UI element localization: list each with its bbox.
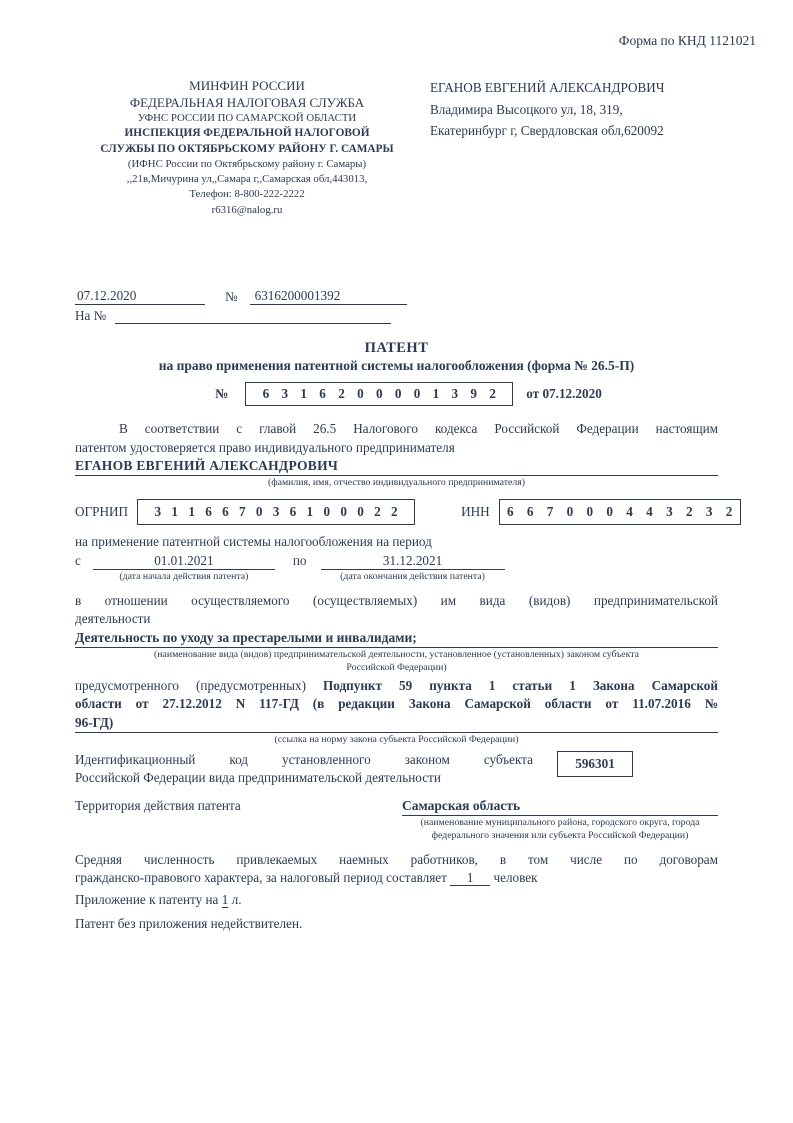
territory-label: Территория действия патента <box>75 797 241 813</box>
law-reference-line: 96-ГД) <box>75 714 718 734</box>
date-from-value: 01.01.2021 <box>93 553 275 570</box>
law-reference-line: области от 27.12.2012 N 117-ГД (в редакции Закона Самарской области от 11.07.2016 № <box>75 696 718 712</box>
workers-line-suffix: человек <box>493 870 538 886</box>
validity-period-row <box>75 553 718 584</box>
activity-intro-line: в отношении осуществляемого (осуществляемых) им вида (видов) предпринимательской <box>75 592 718 608</box>
recipient-block <box>430 77 664 218</box>
date-from-field <box>93 553 275 584</box>
issuer-line: ИНСПЕКЦИЯ ФЕДЕРАЛЬНОЙ НАЛОГОВОЙ <box>124 127 370 140</box>
activity-code-line: Идентификационный код установленного законом субъекта <box>75 751 533 767</box>
activity-caption-line: Российской Федерации) <box>346 662 447 674</box>
date-to-value: 31.12.2021 <box>321 553 505 570</box>
law-prefix: предусмотренного (предусмотренных) <box>75 677 306 693</box>
to-label: по <box>292 553 307 569</box>
activity-code-row <box>75 751 718 788</box>
activity-code-line: Российской Федерации вида предпринимательской деятельности <box>75 770 441 786</box>
reply-to-blank-line <box>115 308 391 324</box>
period-intro: на применение патентной системы налогообложения на период <box>75 533 432 549</box>
law-reference-bold: Подпункт 59 пункта 1 статьи 1 Закона Самарской <box>323 677 718 693</box>
reference-row <box>75 288 718 305</box>
recipient-address-line: Екатеринбург г, Свердловская обл,620092 <box>430 123 664 138</box>
law-reference-line <box>75 677 718 696</box>
workers-paragraph-line <box>75 869 718 888</box>
issuer-line: ФЕДЕРАЛЬНАЯ НАЛОГОВАЯ СЛУЖБА <box>129 95 365 110</box>
activity-code-box: 596301 <box>557 751 633 777</box>
ogrnip-label: ОГРНИП <box>75 503 129 519</box>
attachment-line <box>75 891 718 910</box>
issuer-block <box>75 77 419 218</box>
date-to-field <box>321 553 505 584</box>
issuer-line: МИНФИН РОССИИ <box>189 78 305 93</box>
from-label: с <box>75 553 81 569</box>
activity-code-text <box>75 751 533 788</box>
reply-to-row <box>75 308 718 324</box>
attachment-pages: 1 <box>221 891 229 907</box>
territory-row <box>75 798 718 843</box>
workers-paragraph-line: Средняя численность привлекаемых наемных работников, в том числе по договорам <box>75 851 718 867</box>
date-to-caption: (дата окончания действия патента) <box>340 571 485 583</box>
territory-caption-line: федерального значения или субъекта Российской Федерации) <box>431 830 689 842</box>
reply-to-label: На № <box>75 308 107 324</box>
activity-intro-line: деятельности <box>75 611 151 627</box>
issuer-address: ,,21в,Мичурина ул,,Самара г,,Самарская обл,443013, <box>126 173 368 186</box>
territory-field <box>402 798 718 843</box>
number-sign-label: № <box>225 289 238 305</box>
validity-note: Патент без приложения недействителен. <box>75 916 303 932</box>
entrepreneur-name: ЕГАНОВ ЕВГЕНИЙ АЛЕКСАНДРОВИЧ <box>75 458 718 476</box>
intro-paragraph-line: В соответствии с главой 26.5 Налогового кодекса Российской Федерации настоящим <box>119 421 718 437</box>
issuer-phone: Телефон: 8-800-222-2222 <box>189 188 305 201</box>
activity-caption-line: (наименование вида (видов) предпринимательской деятельности, установленное (установленных) законом субъекта <box>153 648 640 660</box>
workers-count: 1 <box>450 870 490 886</box>
form-code: Форма по КНД 1121021 <box>618 33 756 48</box>
issuer-line: СЛУЖБЫ ПО ОКТЯБРЬСКОМУ РАЙОНУ Г. САМАРЫ <box>100 142 394 155</box>
issuer-line: (ИФНС России по Октябрьскому району г. Самары) <box>127 157 367 170</box>
activity-name: Деятельность по уходу за престарелыми и инвалидами; <box>75 630 718 648</box>
attachment-suffix: л. <box>231 891 242 907</box>
issuer-email: r6316@nalog.ru <box>211 203 283 216</box>
attachment-prefix: Приложение к патенту на <box>75 891 219 907</box>
document-title: ПАТЕНТ <box>364 340 429 357</box>
inn-box: 6 6 7 0 0 0 4 4 3 2 3 2 <box>499 499 741 525</box>
territory-value: Самарская область <box>402 798 718 816</box>
patent-issue-date: от 07.12.2020 <box>526 386 602 402</box>
letterhead <box>75 77 718 218</box>
document-date: 07.12.2020 <box>75 288 205 305</box>
issuer-line: УФНС РОССИИ ПО САМАРСКОЙ ОБЛАСТИ <box>137 112 357 124</box>
patent-number-label: № <box>215 386 229 402</box>
ogrnip-box: 3 1 1 6 6 7 0 3 6 1 0 0 0 2 2 <box>137 499 415 525</box>
law-reference-caption: (ссылка на норму закона субъекта Российской Федерации) <box>274 734 519 746</box>
ogrnip-inn-row <box>75 499 757 525</box>
entrepreneur-name-caption: (фамилия, имя, отчество индивидуального предпринимателя) <box>267 477 525 489</box>
territory-caption-line: (наименование муниципального района, городского округа, города <box>420 816 700 828</box>
reference-block <box>75 288 718 324</box>
recipient-address-line: Владимира Высоцкого ул, 18, 319, <box>430 101 623 117</box>
document-subtitle: на право применения патентной системы налогообложения (форма № 26.5-П) <box>158 358 635 374</box>
document-number: 6316200001392 <box>250 288 407 305</box>
inn-label: ИНН <box>461 503 490 519</box>
recipient-name: ЕГАНОВ ЕВГЕНИЙ АЛЕКСАНДРОВИЧ <box>430 80 665 95</box>
patent-number-box: 6 3 1 6 2 0 0 0 0 1 3 9 2 <box>245 382 513 406</box>
intro-paragraph-line: патентом удостоверяется право индивидуального предпринимателя <box>75 439 455 455</box>
patent-number-row <box>215 382 718 406</box>
workers-line-prefix: гражданско-правового характера, за налоговый период составляет <box>75 870 447 886</box>
date-from-caption: (дата начала действия патента) <box>119 571 249 583</box>
